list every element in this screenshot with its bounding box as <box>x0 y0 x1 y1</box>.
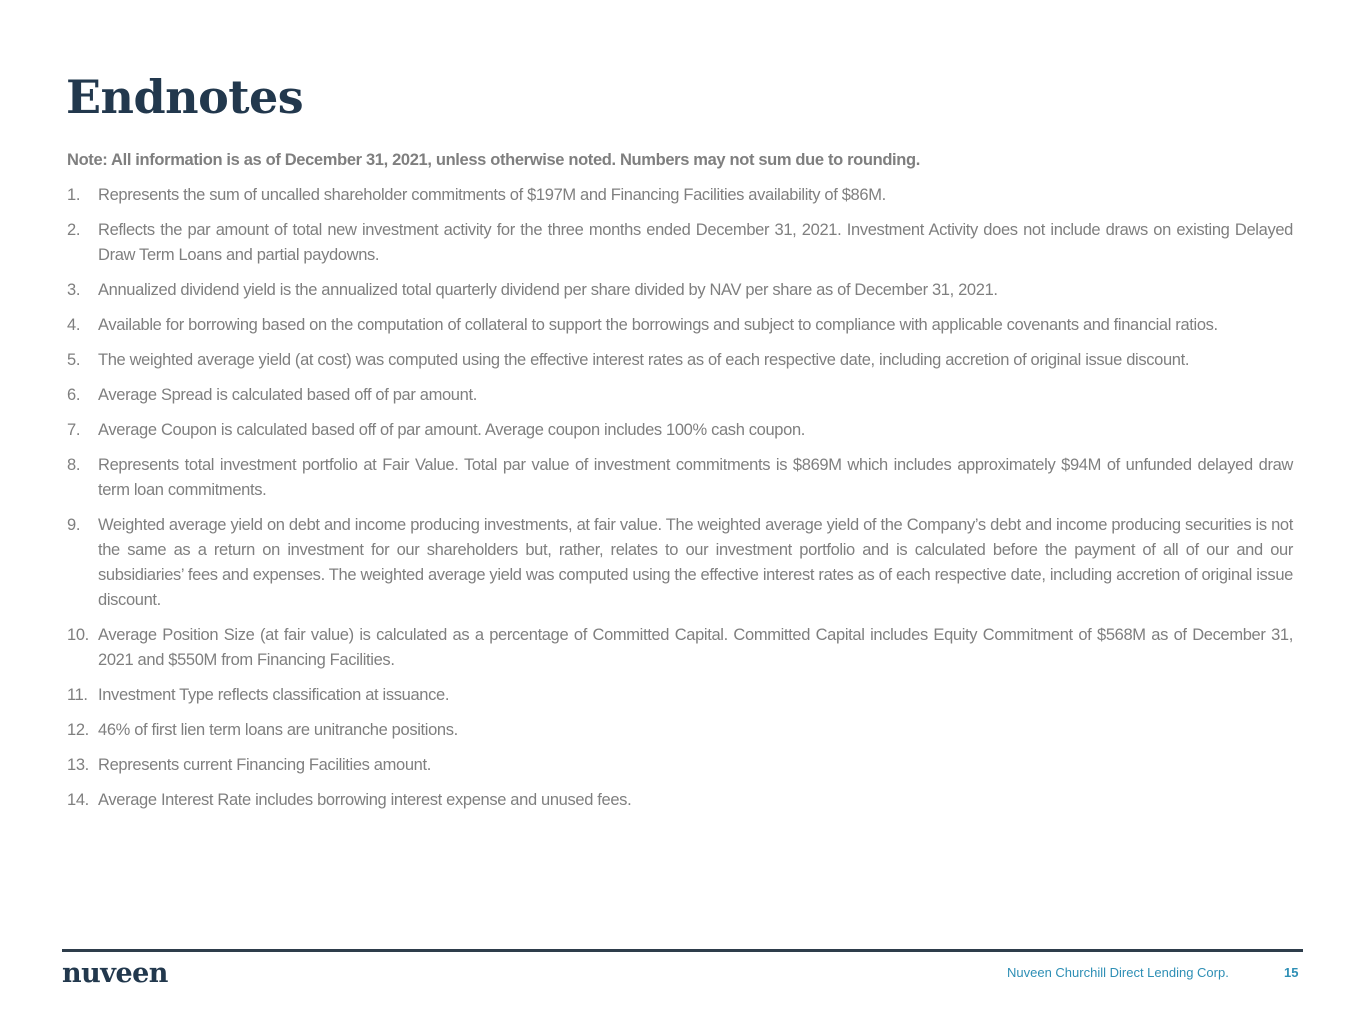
note-text: Note: All information is as of December 31, 2021, unless otherwise noted. Numbers may not sum due to rounding. <box>67 151 920 169</box>
endnote-item <box>67 313 1293 338</box>
page-number: 15 <box>1284 965 1299 980</box>
endnote-text: Average Spread is calculated based off of par amount. <box>98 386 477 404</box>
endnote-text: Investment Type reflects classification at issuance. <box>98 686 450 704</box>
endnote-item <box>67 348 1293 373</box>
endnote-item <box>67 418 1293 443</box>
endnote-item <box>67 383 1293 408</box>
endnote-number: 12. <box>67 721 89 739</box>
endnote-number: 10. <box>67 626 89 644</box>
endnote-item <box>67 218 1293 268</box>
endnote-number: 5. <box>67 351 81 369</box>
endnote-text: Represents current Financing Facilities amount. <box>98 756 431 774</box>
company-name: Nuveen Churchill Direct Lending Corp. <box>1007 965 1229 980</box>
endnote-item <box>67 278 1293 303</box>
endnote-number: 4. <box>67 316 81 334</box>
nuveen-logo: nuveen <box>62 958 168 989</box>
endnote-text: 46% of first lien term loans are unitranche positions. <box>98 721 458 739</box>
endnote-number: 3. <box>67 281 81 299</box>
endnotes-list <box>67 183 1293 813</box>
endnote-text: Represents the sum of uncalled shareholder commitments of $197M and Financing Facilities availability of $86M. <box>98 186 886 204</box>
endnote-item <box>67 623 1293 673</box>
endnote-item <box>67 453 1293 503</box>
endnote-number: 9. <box>67 516 81 534</box>
endnote-item <box>67 183 1293 208</box>
endnote-text: Weighted average yield on debt and income producing investments, at fair value. The weighted average yield of the Company’s debt and income producing securities is not the same as a return on investment for our shareholders but, rather, relates to our investment portfolio and is calculated before the payment of all of our and our subsidiaries’ fees and expenses. The weighted average yield was computed using the effective interest rates as of each respective date, including accretion of original issue discount. <box>98 516 1293 609</box>
endnote-text: Average Coupon is calculated based off of par amount. Average coupon includes 100% cash coupon. <box>98 421 806 439</box>
endnote-text: The weighted average yield (at cost) was computed using the effective interest rates as of each respective date, including accretion of original issue discount. <box>98 351 1190 369</box>
endnote-item <box>67 788 1293 813</box>
endnote-number: 6. <box>67 386 81 404</box>
endnote-number: 14. <box>67 791 89 809</box>
endnote-text: Represents total investment portfolio at Fair Value. Total par value of investment commitments is $869M which includes approximately $94M of unfunded delayed draw term loan commitments. <box>98 456 1293 499</box>
endnote-item <box>67 513 1293 613</box>
footer-divider <box>62 949 1303 952</box>
page-title: Endnotes <box>66 70 304 124</box>
endnote-item <box>67 718 1293 743</box>
endnote-number: 2. <box>67 221 81 239</box>
endnote-number: 11. <box>67 686 88 704</box>
endnote-item <box>67 683 1293 708</box>
endnote-number: 8. <box>67 456 81 474</box>
endnote-text: Reflects the par amount of total new investment activity for the three months ended December 31, 2021. Investment Activity does not include draws on existing Delayed Draw Term Loans and partial paydowns. <box>98 221 1293 264</box>
endnote-item <box>67 753 1293 778</box>
endnote-number: 13. <box>67 756 89 774</box>
endnote-number: 7. <box>67 421 81 439</box>
endnote-text: Average Interest Rate includes borrowing interest expense and unused fees. <box>98 791 632 809</box>
endnotes-content <box>67 148 1293 823</box>
endnote-number: 1. <box>67 186 81 204</box>
endnote-text: Annualized dividend yield is the annualized total quarterly dividend per share divided by NAV per share as of December 31, 2021. <box>98 281 998 299</box>
endnote-text: Available for borrowing based on the computation of collateral to support the borrowings and subject to compliance with applicable covenants and financial ratios. <box>98 316 1218 334</box>
endnote-text: Average Position Size (at fair value) is calculated as a percentage of Committed Capital. Committed Capital includes Equity Commitment of $568M as of December 31, 2021 and $550M from Financing Facilities. <box>98 626 1293 669</box>
